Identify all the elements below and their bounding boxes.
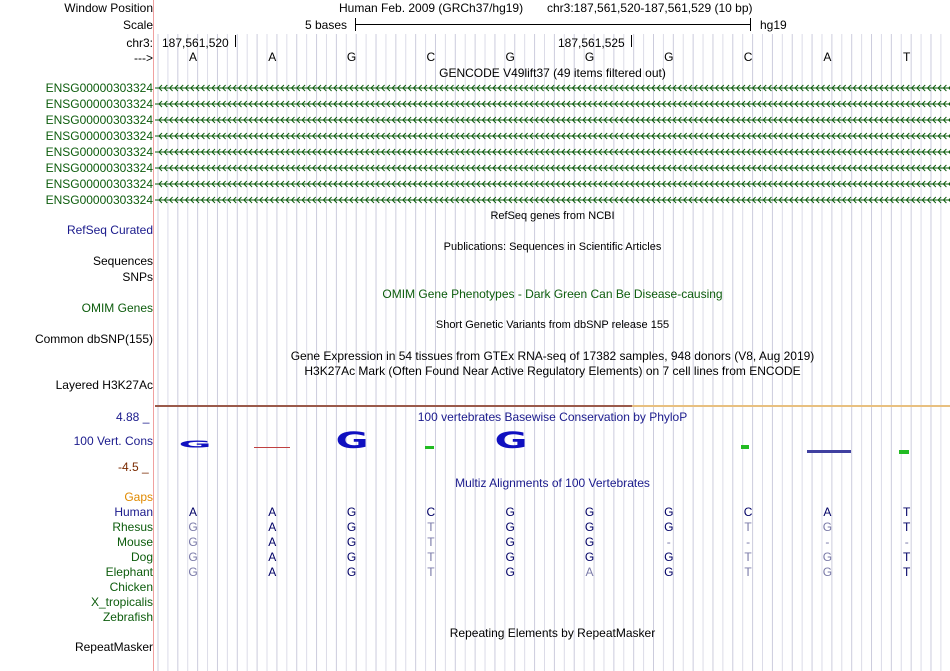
- phylop-bar-9: [807, 450, 851, 453]
- alignment-base: A: [268, 520, 277, 534]
- alignment-base: G: [188, 520, 198, 534]
- species-label[interactable]: Mouse: [116, 535, 153, 549]
- gene-label[interactable]: ENSG00000303324: [45, 113, 153, 127]
- alignment-base: G: [346, 520, 357, 534]
- alignment-base: G: [346, 550, 357, 564]
- ruler-position-left: 187,561,520: [162, 36, 229, 50]
- alignment-base: G: [188, 550, 198, 564]
- alignment-base: A: [188, 505, 197, 519]
- sequence-base[interactable]: A: [268, 50, 277, 64]
- alignment-base: A: [268, 565, 277, 579]
- label-refseq[interactable]: RefSeq Curated: [66, 223, 153, 237]
- gene-feature[interactable]: [155, 83, 950, 95]
- alignment-base: G: [346, 535, 357, 549]
- label-omim[interactable]: OMIM Genes: [81, 301, 153, 315]
- sequence-base[interactable]: G: [664, 50, 674, 64]
- alignment-base: A: [268, 535, 277, 549]
- gene-feature[interactable]: [155, 131, 950, 143]
- scale-text: 5 bases: [305, 18, 348, 32]
- alignment-base: T: [427, 550, 435, 564]
- species-label[interactable]: Zebrafish: [102, 610, 153, 624]
- alignment-base: G: [822, 520, 833, 534]
- alignment-base: G: [505, 505, 515, 519]
- alignment-base: G: [188, 535, 198, 549]
- label-window-position: Window Position: [64, 1, 153, 15]
- scale-db: hg19: [760, 18, 787, 32]
- sequence-base[interactable]: A: [823, 50, 832, 64]
- sequence-base[interactable]: T: [903, 50, 911, 64]
- scale-bar: [355, 18, 751, 32]
- phylop-letter-3: G: [335, 428, 369, 454]
- repeatmasker-track-title[interactable]: Repeating Elements by RepeatMasker: [449, 626, 656, 640]
- label-strand[interactable]: --->: [134, 51, 153, 65]
- phylop-logo: [155, 428, 950, 464]
- phylop-bar-4: [425, 446, 434, 449]
- gene-feature[interactable]: [155, 115, 950, 127]
- ruler-tick-left: [235, 35, 236, 47]
- alignment-base: T: [427, 520, 435, 534]
- gtex-track-title[interactable]: Gene Expression in 54 tissues from GTEx RNA-seq of 17382 samples, 948 donors (V8, Aug 2019): [290, 349, 815, 363]
- label-vert-cons[interactable]: 100 Vert. Cons: [73, 434, 153, 448]
- alignment-base: -: [666, 535, 671, 549]
- ruler-tick-mid: [631, 35, 632, 47]
- refseq-track-title[interactable]: RefSeq genes from NCBI: [490, 210, 615, 222]
- alignment-base: A: [268, 505, 277, 519]
- omim-track-title[interactable]: OMIM Gene Phenotypes - Dark Green Can Be Disease-causing: [382, 287, 723, 301]
- alignment-base: G: [664, 520, 674, 534]
- gene-feature[interactable]: [155, 99, 950, 111]
- gene-feature[interactable]: [155, 147, 950, 159]
- alignment-base: T: [744, 565, 752, 579]
- phylop-min-value: -4.5 _: [118, 460, 149, 474]
- species-label[interactable]: Human: [114, 505, 153, 519]
- alignment-base: -: [746, 535, 751, 549]
- alignment-base: -: [904, 535, 909, 549]
- species-label[interactable]: Dog: [130, 550, 153, 564]
- publications-track-title[interactable]: Publications: Sequences in Scientific Articles: [443, 241, 662, 253]
- alignment-base: G: [584, 505, 595, 519]
- sequence-base[interactable]: G: [346, 50, 357, 64]
- assembly-name: Human Feb. 2009 (GRCh37/hg19): [339, 1, 524, 15]
- ruler-position-mid: 187,561,525: [558, 36, 625, 50]
- gene-label[interactable]: ENSG00000303324: [45, 161, 153, 175]
- sequence-base[interactable]: G: [584, 50, 595, 64]
- alignment-base: G: [664, 505, 674, 519]
- alignment-base: G: [822, 565, 833, 579]
- gencode-track-title[interactable]: GENCODE V49lift37 (49 items filtered out): [439, 66, 666, 80]
- label-divider[interactable]: [153, 0, 154, 671]
- alignment-base: G: [664, 565, 674, 579]
- alignment-base: G: [664, 550, 674, 564]
- alignment-base: -: [825, 535, 830, 549]
- h3k27-track-title[interactable]: H3K27Ac Mark (Often Found Near Active Regulatory Elements) on 7 cell lines from ENCODE: [304, 364, 801, 378]
- gene-feature[interactable]: [155, 179, 950, 191]
- alignment-base: A: [585, 565, 594, 579]
- label-h3k27[interactable]: Layered H3K27Ac: [55, 378, 153, 392]
- gene-label[interactable]: ENSG00000303324: [45, 97, 153, 111]
- label-gaps[interactable]: Gaps: [124, 490, 153, 504]
- alignment-base: G: [346, 505, 357, 519]
- species-label[interactable]: X_tropicalis: [90, 595, 153, 609]
- gene-label[interactable]: ENSG00000303324: [45, 193, 153, 207]
- dbsnp-track-title[interactable]: Short Genetic Variants from dbSNP release 155: [435, 319, 670, 331]
- alignment-base: T: [903, 505, 911, 519]
- label-snps[interactable]: SNPs: [122, 270, 153, 284]
- alignment-base: T: [903, 550, 911, 564]
- alignment-base: T: [427, 535, 435, 549]
- alignment-base: T: [744, 520, 752, 534]
- label-sequences[interactable]: Sequences: [92, 254, 153, 268]
- window-position-text: chr3:187,561,520-187,561,529 (10 bp): [547, 1, 753, 15]
- alignment-base: G: [346, 565, 357, 579]
- label-scale: Scale: [122, 18, 153, 32]
- alignment-base: A: [823, 505, 832, 519]
- multiz-track-title[interactable]: Multiz Alignments of 100 Vertebrates: [455, 476, 650, 490]
- gene-label[interactable]: ENSG00000303324: [45, 145, 153, 159]
- species-label[interactable]: Rhesus: [112, 520, 153, 534]
- alignment-base: C: [426, 505, 436, 519]
- species-label[interactable]: Chicken: [109, 580, 153, 594]
- phylop-max-value: 4.88 _: [116, 410, 150, 424]
- alignment-base: G: [505, 565, 515, 579]
- phylop-letter-5: G: [494, 428, 528, 454]
- sequence-base[interactable]: C: [743, 50, 753, 64]
- alignment-base: T: [903, 520, 911, 534]
- phylop-track-title[interactable]: 100 vertebrates Basewise Conservation by PhyloP: [417, 410, 688, 424]
- h3k27-signal-bar-highlight: [632, 405, 950, 407]
- alignment-base: G: [584, 535, 595, 549]
- alignment-base: T: [903, 565, 911, 579]
- gene-label[interactable]: ENSG00000303324: [45, 177, 153, 191]
- label-dbsnp[interactable]: Common dbSNP(155): [34, 332, 153, 346]
- alignment-base: C: [743, 505, 753, 519]
- gene-feature[interactable]: [155, 163, 950, 175]
- alignment-base: G: [188, 565, 198, 579]
- sequence-base[interactable]: C: [426, 50, 436, 64]
- species-label[interactable]: Elephant: [105, 565, 153, 579]
- phylop-bar-8: [741, 445, 749, 449]
- alignment-base: T: [744, 550, 752, 564]
- label-chrom: chr3:: [126, 36, 153, 50]
- alignment-base: G: [505, 550, 515, 564]
- alignment-base: T: [427, 565, 435, 579]
- alignment-base: G: [584, 550, 595, 564]
- alignment-base: A: [268, 550, 277, 564]
- alignment-base: G: [505, 520, 515, 534]
- gene-feature[interactable]: [155, 195, 950, 207]
- phylop-bar-2: [254, 447, 290, 448]
- label-repeatmasker[interactable]: RepeatMasker: [74, 640, 153, 654]
- alignment-base: G: [822, 550, 833, 564]
- gene-label[interactable]: ENSG00000303324: [45, 129, 153, 143]
- gene-label[interactable]: ENSG00000303324: [45, 81, 153, 95]
- sequence-base[interactable]: A: [188, 50, 197, 64]
- sequence-base[interactable]: G: [505, 50, 515, 64]
- alignment-base: G: [584, 520, 595, 534]
- alignment-base: G: [505, 535, 515, 549]
- phylop-bar-10: [899, 450, 909, 454]
- phylop-letter-1: G: [178, 438, 212, 450]
